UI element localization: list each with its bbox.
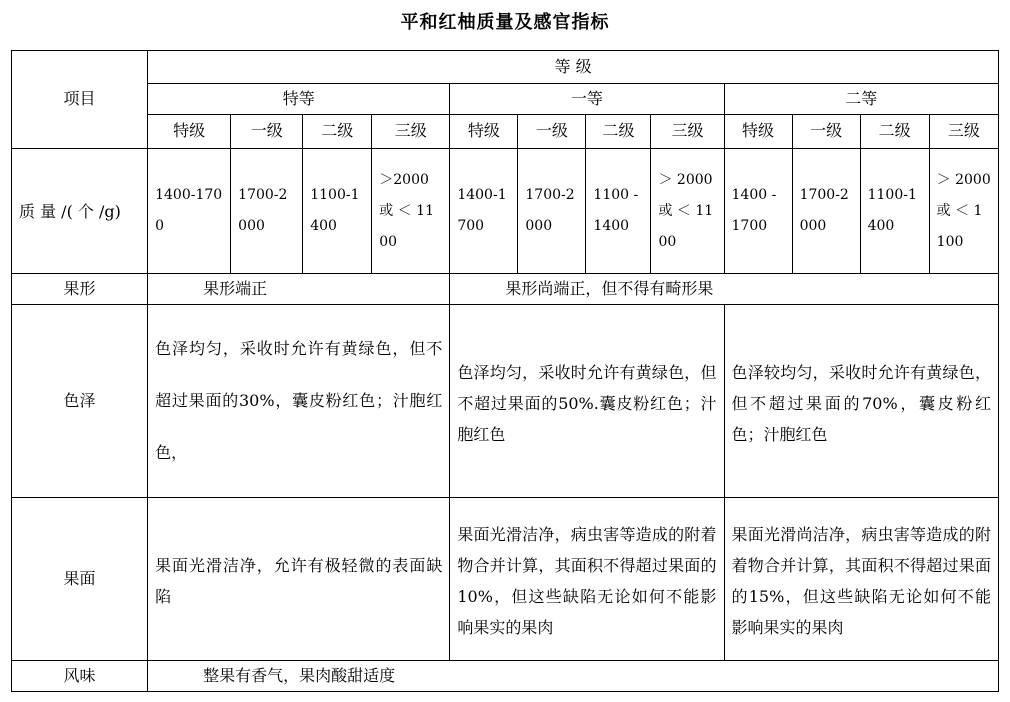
shape-special: 果形端正 — [148, 274, 450, 305]
color-first: 色泽均匀，采收时允许有黄绿色，但不超过果面的50%.囊皮粉红色；汁胞红色 — [450, 305, 724, 498]
quality-table — [11, 50, 999, 692]
mass-value: ＞ 2000 或 ＜ 1100 — [929, 149, 998, 274]
surface-second: 果面光滑尚洁净，病虫害等造成的附着物合并计算，其面积不得超过果面的15%，但这些缺陷无论如何不能影响果实的果肉 — [724, 498, 998, 661]
page-title: 平和红柚质量及感官指标 — [400, 12, 610, 33]
surface-label: 果面 — [12, 498, 148, 661]
item-header: 项目 — [12, 51, 148, 149]
mass-value: ＞2000 或 ＜ 1100 — [372, 149, 450, 274]
subgrade-header: 一级 — [518, 115, 586, 149]
class-first-header: 一等 — [450, 84, 724, 115]
mass-value: 1700-2000 — [231, 149, 303, 274]
color-special: 色泽均匀，采收时允许有黄绿色，但不超过果面的30%，囊皮粉红色；汁胞红色， — [148, 305, 450, 498]
mass-value: 1700-2000 — [792, 149, 860, 274]
surface-first: 果面光滑洁净，病虫害等造成的附着物合并计算，其面积不得超过果面的10%，但这些缺陷无论如何不能影响果实的果肉 — [450, 498, 724, 661]
subgrade-header: 一级 — [231, 115, 303, 149]
color-second: 色泽较均匀，采收时允许有黄绿色，但不超过果面的70%，囊皮粉红色；汁胞红色 — [724, 305, 998, 498]
mass-value: 1100-1400 — [303, 149, 372, 274]
class-second-header: 二等 — [724, 84, 998, 115]
subgrade-header: 特级 — [724, 115, 792, 149]
class-special-header: 特等 — [148, 84, 450, 115]
subgrade-header: 三级 — [372, 115, 450, 149]
mass-value: 1400 - 1700 — [724, 149, 792, 274]
subgrade-header: 二级 — [303, 115, 372, 149]
mass-value: 1700-2000 — [518, 149, 586, 274]
taste-label: 风味 — [12, 661, 148, 692]
shape-label: 果形 — [12, 274, 148, 305]
surface-special: 果面光滑洁净，允许有极轻微的表面缺陷 — [148, 498, 450, 661]
mass-value: 1400-1700 — [148, 149, 231, 274]
subgrade-header: 二级 — [860, 115, 929, 149]
mass-value: 1400-1700 — [450, 149, 518, 274]
shape-others: 果形尚端正，但不得有畸形果 — [450, 274, 999, 305]
subgrade-header: 三级 — [929, 115, 998, 149]
color-label: 色泽 — [12, 305, 148, 498]
mass-value: 1100-1400 — [860, 149, 929, 274]
taste-text: 整果有香气，果肉酸甜适度 — [148, 661, 999, 692]
subgrade-header: 特级 — [450, 115, 518, 149]
subgrade-header: 特级 — [148, 115, 231, 149]
mass-value: ＞ 2000 或 ＜ 1100 — [651, 149, 724, 274]
subgrade-header: 三级 — [651, 115, 724, 149]
mass-label: 质 量 /( 个 /g) — [12, 149, 148, 274]
mass-value: 1100 -1400 — [586, 149, 651, 274]
grade-header: 等 级 — [148, 51, 999, 84]
subgrade-header: 一级 — [792, 115, 860, 149]
subgrade-header: 二级 — [586, 115, 651, 149]
